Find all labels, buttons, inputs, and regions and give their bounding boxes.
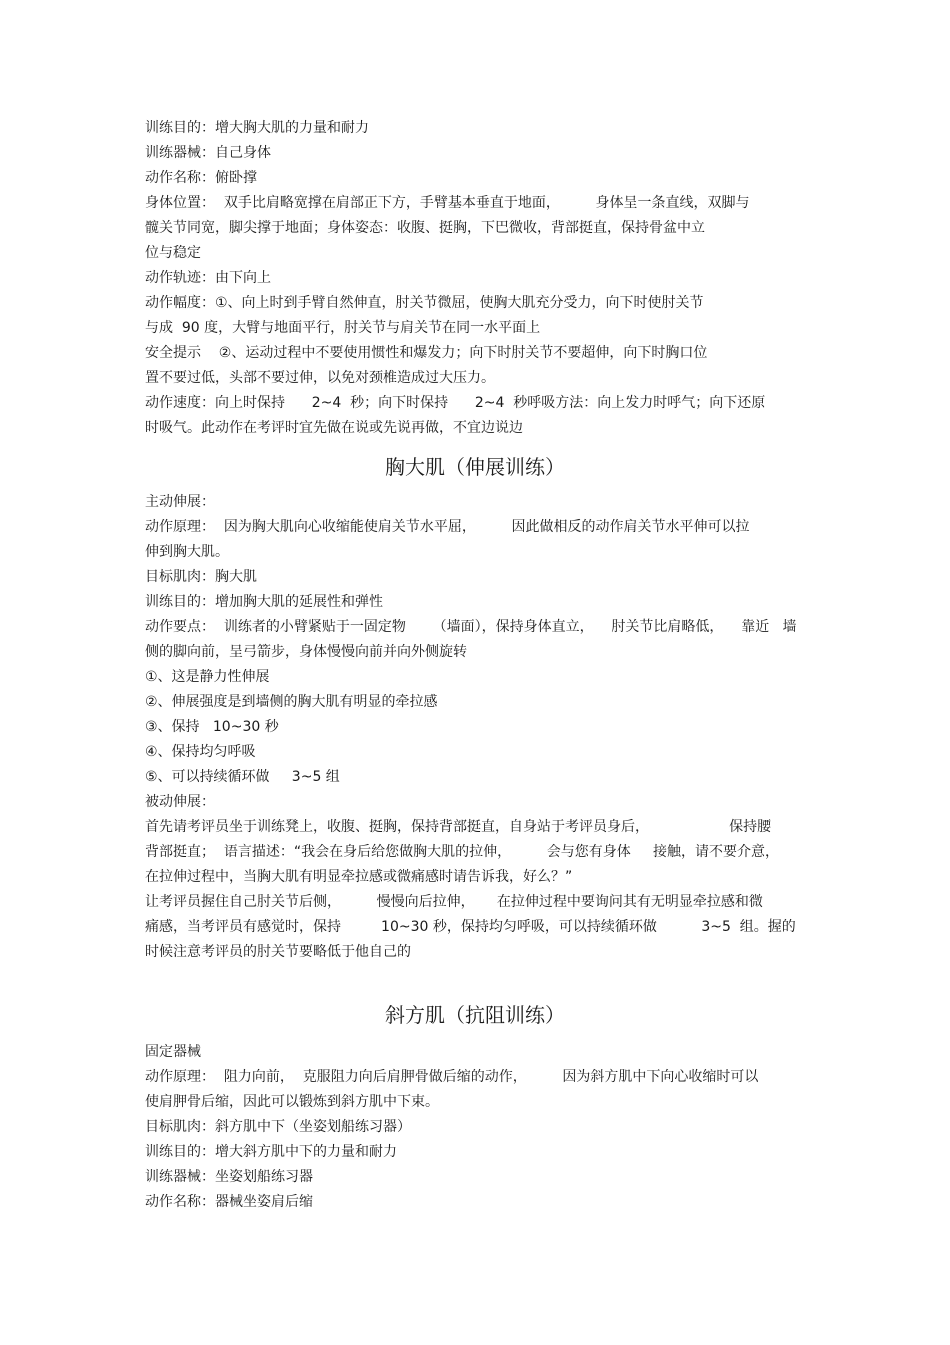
text-line: 在拉伸过程中，当胸大肌有明显牵拉感或微痛感时请告诉我，好么？” [145, 869, 573, 885]
section-heading: 胸大肌（伸展训练） [385, 455, 565, 479]
text-line: 训练目的：增大斜方肌中下的力量和耐力 [145, 1144, 397, 1160]
text-line: 目标肌肉：斜方肌中下（坐姿划船练习器） [145, 1119, 411, 1135]
text-line: 置不要过低，头部不要过伸，以免对颈椎造成过大压力。 [145, 370, 495, 386]
list-item: ⑤、可以持续循环做 3~5 组 [145, 769, 340, 785]
text-line: 动作轨迹：由下向上 [145, 270, 271, 286]
text-line: 使肩胛骨后缩，因此可以锻炼到斜方肌中下束。 [145, 1094, 439, 1110]
text-line: 训练器械：自己身体 [145, 145, 271, 161]
text-line: 时候注意考评员的肘关节要略低于他自己的 [145, 944, 411, 960]
list-item: ③、保持 10~30 秒 [145, 719, 279, 735]
text-line: 动作要点： 训练者的小臂紧贴于一固定物 （墙面），保持身体直立， 肘关节比肩略低， 靠近 墙 [145, 619, 797, 635]
text-line: 动作名称：器械坐姿肩后缩 [145, 1194, 313, 1210]
text-line: 训练器械：坐姿划船练习器 [145, 1169, 313, 1185]
text-line: 安全提示 ②、运动过程中不要使用惯性和爆发力；向下时肘关节不要超伸，向下时胸口位 [145, 345, 708, 361]
section-heading: 斜方肌（抗阻训练） [385, 1003, 565, 1027]
list-item: ②、伸展强度是到墙侧的胸大肌有明显的牵拉感 [145, 694, 438, 710]
text-line: 让考评员握住自己肘关节后侧， 慢慢向后拉伸， 在拉伸过程中要询问其有无明显牵拉感和微 [145, 894, 763, 910]
text-line: 侧的脚向前，呈弓箭步，身体慢慢向前并向外侧旋转 [145, 644, 467, 660]
list-item: ④、保持均匀呼吸 [145, 744, 256, 760]
text-line: 动作幅度：①、向上时到手臂自然伸直，肘关节微屈，使胸大肌充分受力，向下时使肘关节 [145, 295, 704, 311]
text-line: 伸到胸大肌。 [145, 544, 229, 560]
text-line: 固定器械 [145, 1044, 201, 1060]
text-line: 时吸气。此动作在考评时宜先做在说或先说再做，不宜边说边 [145, 420, 523, 436]
text-line: 动作速度：向上时保持 2~4 秒；向下时保持 2~4 秒呼吸方法：向上发力时呼气；向下还原 [145, 395, 766, 411]
text-line: 被动伸展： [145, 794, 215, 810]
text-line: 动作原理： 因为胸大肌向心收缩能使肩关节水平屈， 因此做相反的动作肩关节水平伸可以拉 [145, 519, 750, 535]
text-line: 主动伸展： [145, 494, 215, 510]
text-line: 背部挺直； 语言描述：“我会在身后给您做胸大肌的拉伸， 会与您有身体 接触，请不要介意， [145, 844, 780, 860]
text-line: 训练目的：增加胸大肌的延展性和弹性 [145, 594, 383, 610]
text-line: 髋关节同宽，脚尖撑于地面；身体姿态：收腹、挺胸，下巴微收，背部挺直，保持骨盆中立 [145, 220, 705, 236]
text-line: 位与稳定 [145, 245, 201, 261]
text-line: 身体位置： 双手比肩略宽撑在肩部正下方，手臂基本垂直于地面， 身体呈一条直线，双脚与 [145, 195, 750, 211]
text-line: 与成 90 度，大臂与地面平行，肘关节与肩关节在同一水平面上 [145, 320, 541, 336]
text-line: 动作名称：俯卧撑 [145, 170, 257, 186]
text-line: 动作原理： 阻力向前， 克服阻力向后肩胛骨做后缩的动作， 因为斜方肌中下向心收缩时可以 [145, 1069, 759, 1085]
text-line: 痛感，当考评员有感觉时，保持 10~30 秒，保持均匀呼吸，可以持续循环做 3~5 组。握的 [145, 919, 796, 935]
text-line: 训练目的：增大胸大肌的力量和耐力 [145, 120, 369, 136]
list-item: ①、这是静力性伸展 [145, 669, 270, 685]
text-line: 目标肌肉：胸大肌 [145, 569, 257, 585]
text-line: 首先请考评员坐于训练凳上，收腹、挺胸，保持背部挺直，自身站于考评员身后， 保持腰 [145, 819, 772, 835]
